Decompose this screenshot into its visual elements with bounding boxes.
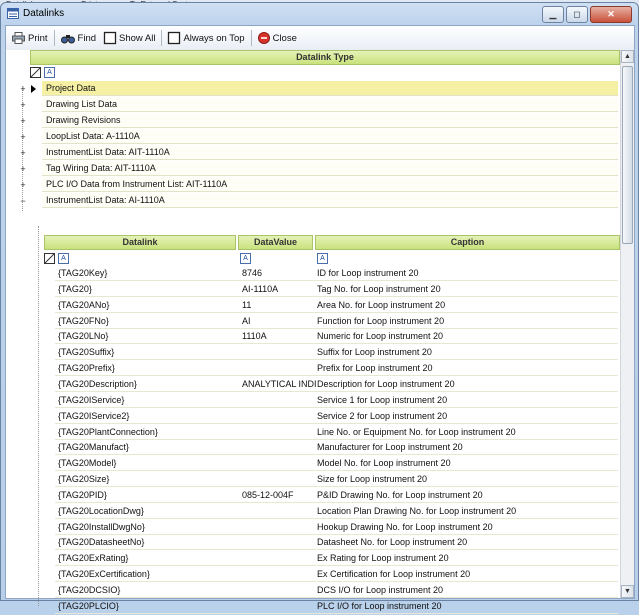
datalink-type-row[interactable] xyxy=(6,129,620,145)
row-selector[interactable] xyxy=(42,377,55,392)
row-selector[interactable] xyxy=(42,440,55,455)
row-selector[interactable] xyxy=(42,393,55,408)
toolbar-separator xyxy=(251,30,252,46)
row-selector[interactable] xyxy=(42,456,55,471)
row-selector[interactable] xyxy=(42,567,55,582)
datalink-column-header[interactable]: Datalink xyxy=(44,235,236,250)
caption-cell[interactable]: Size for Loop instrument 20 xyxy=(314,472,618,487)
datavalue-cell[interactable] xyxy=(239,345,314,360)
datalink-filter-a-icon[interactable]: A xyxy=(58,253,69,264)
datalink-row[interactable] xyxy=(42,520,618,536)
datalink-cell[interactable]: {TAG20} xyxy=(55,282,239,297)
toolbar-separator xyxy=(54,30,55,46)
caption-cell[interactable]: Area No. for Loop instrument 20 xyxy=(314,298,618,313)
caption-cell[interactable]: Manufacturer for Loop instrument 20 xyxy=(314,440,618,455)
expand-icon[interactable]: + xyxy=(20,148,26,158)
caption-cell[interactable]: Ex Rating for Loop instrument 20 xyxy=(314,551,618,566)
caption-cell[interactable]: ID for Loop instrument 20 xyxy=(314,266,618,281)
toolbar xyxy=(6,26,634,51)
datalink-row[interactable] xyxy=(42,551,618,567)
datavalue-cell[interactable] xyxy=(239,409,314,424)
datalink-row[interactable] xyxy=(42,567,618,583)
datalink-row[interactable] xyxy=(42,314,618,330)
always-on-top-label: Always on Top xyxy=(183,32,245,44)
caption-cell[interactable]: Location Plan Drawing No. for Loop instrument 20 xyxy=(314,504,618,519)
datalink-type-cell[interactable]: InstrumentList Data: AI-1110A xyxy=(42,193,618,208)
row-selector[interactable] xyxy=(42,520,55,535)
datalink-cell[interactable]: {TAG20Description} xyxy=(55,377,239,392)
caption-cell[interactable]: Datasheet No. for Loop instrument 20 xyxy=(314,535,618,550)
caption-cell[interactable]: P&ID Drawing No. for Loop instrument 20 xyxy=(314,488,618,503)
caption-cell[interactable]: Prefix for Loop instrument 20 xyxy=(314,361,618,376)
datavalue-filter-a-icon[interactable]: A xyxy=(240,253,251,264)
datavalue-cell[interactable] xyxy=(239,440,314,455)
datavalue-cell[interactable] xyxy=(239,425,314,440)
caption-cell[interactable]: Suffix for Loop instrument 20 xyxy=(314,345,618,360)
datalink-cell[interactable]: {TAG20LNo} xyxy=(55,329,239,344)
always-on-top-toggle[interactable] xyxy=(166,29,246,47)
expand-icon[interactable]: + xyxy=(20,164,26,174)
row-selector[interactable] xyxy=(42,425,55,440)
datavalue-cell[interactable] xyxy=(239,583,314,598)
datalink-row[interactable] xyxy=(42,535,618,551)
row-selector[interactable] xyxy=(42,314,55,329)
row-selector[interactable] xyxy=(42,504,55,519)
datalink-type-row[interactable] xyxy=(6,97,620,113)
datavalue-cell[interactable] xyxy=(239,361,314,376)
datalink-cell[interactable]: {TAG20InstallDwgNo} xyxy=(55,520,239,535)
datalink-row[interactable] xyxy=(42,456,618,472)
scroll-down-button[interactable] xyxy=(621,585,634,598)
caption-cell[interactable]: Line No. or Equipment No. for Loop instrument 20 xyxy=(314,425,618,440)
title-bar[interactable] xyxy=(1,3,638,25)
datalink-cell[interactable]: {TAG20Model} xyxy=(55,456,239,471)
datavalue-cell[interactable]: AI-1110A xyxy=(239,282,314,297)
datalink-type-cell[interactable]: Tag Wiring Data: AIT-1110A xyxy=(42,161,618,176)
datavalue-cell[interactable] xyxy=(239,393,314,408)
maximize-icon: ◻ xyxy=(573,9,581,19)
close-label: Close xyxy=(272,32,297,44)
expand-icon[interactable]: + xyxy=(20,84,26,94)
datalink-cell[interactable]: {TAG20PID} xyxy=(55,488,239,503)
datalink-row[interactable] xyxy=(42,488,618,504)
binoculars-icon xyxy=(61,33,75,44)
datalink-cell[interactable]: {TAG20ExRating} xyxy=(55,551,239,566)
datalink-row[interactable] xyxy=(42,583,618,599)
datalink-cell[interactable]: {TAG20PlantConnection} xyxy=(55,425,239,440)
window-title: Datalinks xyxy=(23,8,65,19)
datalink-row[interactable] xyxy=(42,329,618,345)
scroll-up-button[interactable] xyxy=(621,50,634,63)
datalink-type-row[interactable] xyxy=(6,161,620,177)
arrow-down-icon: ▼ xyxy=(624,588,631,595)
window-close-button[interactable] xyxy=(590,6,632,23)
clear-filter-icon[interactable] xyxy=(30,67,41,78)
expand-icon[interactable]: + xyxy=(20,180,26,190)
datalink-cell[interactable]: {TAG20IService} xyxy=(55,393,239,408)
datalink-type-cell[interactable]: Project Data xyxy=(42,81,618,96)
datalink-row[interactable] xyxy=(42,425,618,441)
caption-cell[interactable]: Description for Loop instrument 20 xyxy=(314,377,618,392)
caption-cell[interactable]: DCS I/O for Loop instrument 20 xyxy=(314,583,618,598)
print-label: Print xyxy=(28,32,48,44)
datavalue-cell[interactable] xyxy=(239,472,314,487)
child-tree-connector xyxy=(38,226,39,606)
collapse-icon[interactable]: − xyxy=(20,196,26,206)
datavalue-cell[interactable] xyxy=(239,504,314,519)
caption-filter-a-icon[interactable]: A xyxy=(317,253,328,264)
row-selector[interactable] xyxy=(42,298,55,313)
datalink-row[interactable] xyxy=(42,282,618,298)
caption-cell[interactable]: Model No. for Loop instrument 20 xyxy=(314,456,618,471)
datalink-cell[interactable]: {TAG20DCSIO} xyxy=(55,583,239,598)
toolbar-separator xyxy=(161,30,162,46)
close-button[interactable] xyxy=(256,29,299,47)
caption-cell[interactable]: Service 2 for Loop instrument 20 xyxy=(314,409,618,424)
row-selector[interactable] xyxy=(42,551,55,566)
datalink-grid xyxy=(6,50,620,611)
datalinks-window xyxy=(0,2,639,611)
datalink-row[interactable] xyxy=(42,298,618,314)
datalink-type-column-header[interactable]: Datalink Type xyxy=(30,50,620,65)
row-selector[interactable] xyxy=(42,409,55,424)
datalink-row[interactable] xyxy=(42,393,618,409)
printer-icon xyxy=(12,32,25,44)
datavalue-cell[interactable] xyxy=(239,535,314,550)
stop-icon xyxy=(258,32,270,44)
datalink-row[interactable] xyxy=(42,345,618,361)
datalink-cell[interactable]: {TAG20IService2} xyxy=(55,409,239,424)
datalink-cell[interactable]: {TAG20LocationDwg} xyxy=(55,504,239,519)
datalink-row[interactable] xyxy=(42,440,618,456)
datalink-cell[interactable]: {TAG20Size} xyxy=(55,472,239,487)
datalink-cell[interactable]: {TAG20DatasheetNo} xyxy=(55,535,239,550)
caption-cell[interactable]: Numeric for Loop instrument 20 xyxy=(314,329,618,344)
datavalue-cell[interactable]: 1110A xyxy=(239,329,314,344)
row-selector[interactable] xyxy=(42,345,55,360)
datalink-row[interactable] xyxy=(42,472,618,488)
datalink-type-cell[interactable]: Drawing List Data xyxy=(42,97,618,112)
datavalue-cell[interactable]: ANALYTICAL INDI xyxy=(239,377,314,392)
row-selector[interactable] xyxy=(42,361,55,376)
always-on-top-checkbox-icon xyxy=(168,32,180,44)
scroll-thumb[interactable] xyxy=(622,66,633,244)
caption-cell[interactable]: PLC I/O for Loop instrument 20 xyxy=(314,599,618,614)
datalink-type-row[interactable] xyxy=(6,177,620,193)
row-selector[interactable] xyxy=(42,535,55,550)
row-selector[interactable] xyxy=(42,583,55,598)
expand-icon[interactable]: + xyxy=(20,100,26,110)
filter-a-icon[interactable]: A xyxy=(44,67,55,78)
caption-cell[interactable]: Ex Certification for Loop instrument 20 xyxy=(314,567,618,582)
row-selector[interactable] xyxy=(42,266,55,281)
expand-icon[interactable]: + xyxy=(20,116,26,126)
datalink-type-cell[interactable]: PLC I/O Data from Instrument List: AIT-1110A xyxy=(42,177,618,192)
datalink-type-row[interactable] xyxy=(6,113,620,129)
datalink-row[interactable] xyxy=(42,599,618,615)
datalink-type-row[interactable] xyxy=(6,145,620,161)
caption-cell[interactable]: Service 1 for Loop instrument 20 xyxy=(314,393,618,408)
vertical-scrollbar[interactable] xyxy=(620,50,634,598)
datalink-row[interactable] xyxy=(42,504,618,520)
datalink-cell[interactable]: {TAG20Suffix} xyxy=(55,345,239,360)
find-button[interactable] xyxy=(59,29,98,47)
datalink-type-row[interactable] xyxy=(6,81,620,97)
minimize-icon: ▁ xyxy=(549,9,557,19)
datalink-row[interactable] xyxy=(42,266,618,282)
datavalue-cell[interactable] xyxy=(239,520,314,535)
show-all-label: Show All xyxy=(119,32,156,44)
expand-icon[interactable]: + xyxy=(20,132,26,142)
caption-cell[interactable]: Function for Loop instrument 20 xyxy=(314,314,618,329)
row-selector[interactable] xyxy=(42,488,55,503)
print-button[interactable] xyxy=(10,29,50,47)
datalinks-app-icon xyxy=(7,8,19,19)
datalink-cell[interactable]: {TAG20Key} xyxy=(55,266,239,281)
datalink-cell[interactable]: {TAG20PLCIO} xyxy=(55,599,239,614)
caption-column-header[interactable]: Caption xyxy=(315,235,620,250)
datavalue-cell[interactable] xyxy=(239,567,314,582)
arrow-up-icon: ▲ xyxy=(624,53,631,60)
show-all-checkbox-icon xyxy=(104,32,116,44)
datalink-type-cell[interactable]: InstrumentList Data: AIT-1110A xyxy=(42,145,618,160)
datavalue-cell[interactable] xyxy=(239,456,314,471)
maximize-button[interactable] xyxy=(566,6,588,23)
datalink-cell[interactable]: {TAG20FNo} xyxy=(55,314,239,329)
datalink-type-cell[interactable]: LoopList Data: A-1110A xyxy=(42,129,618,144)
datavalue-cell[interactable] xyxy=(239,599,314,614)
row-selector[interactable] xyxy=(42,472,55,487)
datavalue-cell[interactable]: AI xyxy=(239,314,314,329)
datalink-cell[interactable]: {TAG20Manufact} xyxy=(55,440,239,455)
caption-cell[interactable]: Hookup Drawing No. for Loop instrument 20 xyxy=(314,520,618,535)
row-selector[interactable] xyxy=(42,282,55,297)
datalink-cell[interactable]: {TAG20ExCertification} xyxy=(55,567,239,582)
datalink-row[interactable] xyxy=(42,409,618,425)
datalink-row[interactable] xyxy=(42,377,618,393)
caption-cell[interactable]: Tag No. for Loop instrument 20 xyxy=(314,282,618,297)
datalink-row[interactable] xyxy=(42,361,618,377)
datavalue-cell[interactable]: 11 xyxy=(239,298,314,313)
minimize-button[interactable] xyxy=(542,6,564,23)
find-label: Find xyxy=(77,32,97,44)
row-selector[interactable] xyxy=(42,329,55,344)
datavalue-column-header[interactable]: DataValue xyxy=(238,235,313,250)
row-indicator-icon xyxy=(31,85,36,93)
datavalue-cell[interactable]: 8746 xyxy=(239,266,314,281)
row-selector[interactable] xyxy=(42,599,55,614)
datalink-type-row[interactable] xyxy=(6,193,620,209)
client-area xyxy=(5,25,635,611)
show-all-toggle[interactable] xyxy=(102,29,157,47)
datalink-cell[interactable]: {TAG20ANo} xyxy=(55,298,239,313)
close-icon: ✕ xyxy=(607,9,615,19)
datalink-cell[interactable]: {TAG20Prefix} xyxy=(55,361,239,376)
datalink-type-cell[interactable]: Drawing Revisions xyxy=(42,113,618,128)
datavalue-cell[interactable]: 085-12-004F xyxy=(239,488,314,503)
datavalue-cell[interactable] xyxy=(239,551,314,566)
child-filter-row xyxy=(44,251,618,264)
parent-filter-row xyxy=(30,65,70,78)
clear-filter-icon[interactable] xyxy=(44,253,55,264)
